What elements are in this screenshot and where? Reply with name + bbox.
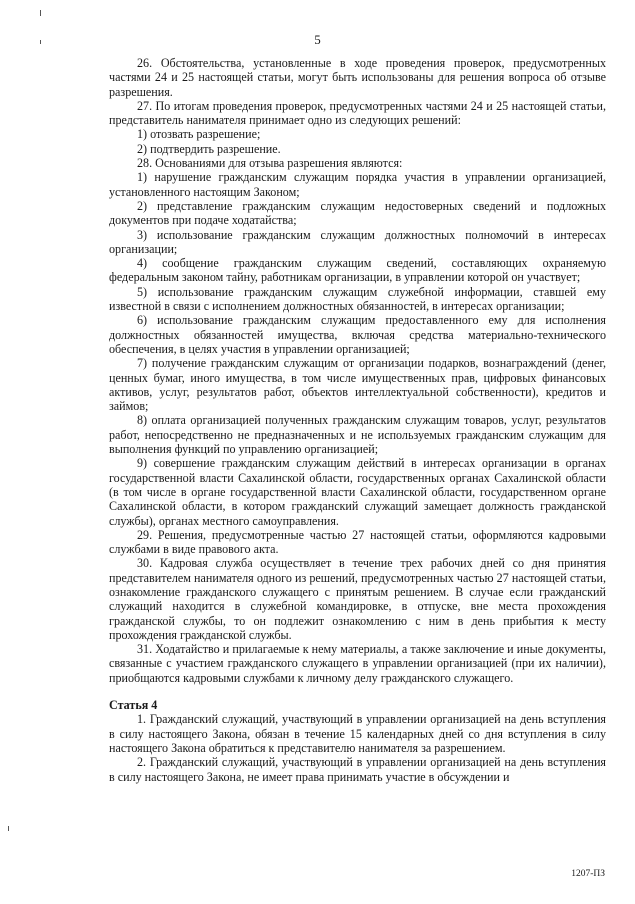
scan-edge-mark — [40, 10, 41, 16]
paragraph: 26. Обстоятельства, установленные в ходе проведения проверок, предусмотренных частями 24 и 25 настоящей статьи, могут быть использованы для решения вопроса об отзыве разрешения. — [109, 56, 606, 99]
paragraph: 1) нарушение гражданским служащим порядка участия в управлении организацией, установленного настоящим Законом; — [109, 170, 606, 199]
paragraph: 9) совершение гражданским служащим действий в интересах организации в органах государственной власти Сахалинской области, государственных органах Сахалинской области (в том числе в органе государственной власти Сахалинской области, государственном органе Сахалинской области, в котором гражданский служащий замещает должность гражданской службы), органах местного самоуправления. — [109, 456, 606, 528]
paragraph: 31. Ходатайство и прилагаемые к нему материалы, а также заключение и иные документы, связанные с участием гражданского служащего в управлении организацией (при их наличии), приобщаются кадровыми службами к личному делу гражданского служащего. — [109, 642, 606, 685]
document-code: 1207-ПЗ — [571, 869, 605, 879]
paragraph: 7) получение гражданским служащим от организации подарков, вознаграждений (денег, ценных бумаг, иного имущества, в том числе имущественных прав, цифровых финансовых активов, услуг, результатов работ, объектов интеллектуальной собственности), кредитов и займов; — [109, 356, 606, 414]
scan-edge-mark — [8, 826, 9, 831]
paragraph: 3) использование гражданским служащим должностных полномочий в интересах организации; — [109, 227, 606, 256]
paragraph: 2) представление гражданским служащим недостоверных сведений и подложных документов при подаче ходатайства; — [109, 198, 606, 228]
paragraph: 2. Гражданский служащий, участвующий в управлении организацией на день вступления в силу настоящего Закона, не имеет права принимать участие в обсуждении и — [109, 755, 606, 784]
paragraph: 1) отозвать разрешение; — [137, 127, 261, 142]
paragraph: 29. Решения, предусмотренные частью 27 настоящей статьи, оформляются кадровыми службами в виде правового акта. — [109, 527, 606, 557]
paragraph: 1. Гражданский служащий, участвующий в управлении организацией на день вступления в силу настоящего Закона, обязан в течение 15 календарных дней со дня вступления в силу настоящего Закона обратиться к представителю нанимателя за разрешением. — [109, 712, 606, 755]
paragraph: 5) использование гражданским служащим служебной информации, ставшей ему известной в связи с исполнением должностных обязанностей, в интересах организации; — [109, 284, 606, 314]
paragraph: 4) сообщение гражданским служащим сведений, составляющих охраняемую федеральным законом тайну, работникам организации, в управлении которой он участвует; — [109, 256, 606, 285]
article-heading: Статья 4 — [109, 698, 158, 713]
paragraph: 2) подтвердить разрешение. — [137, 141, 281, 156]
paragraph: 28. Основаниями для отзыва разрешения являются: — [137, 156, 403, 171]
document-body — [109, 56, 606, 784]
page-number: 5 — [314, 32, 321, 47]
paragraph: 6) использование гражданским служащим предоставленного ему для исполнения должностных обязанностей имущества, включая средства материально-технического обеспечения, в целях участия в управлении организацией; — [109, 313, 606, 356]
paragraph: 8) оплата организацией полученных гражданским служащим товаров, услуг, результатов работ, непосредственно не предназначенных и не используемых гражданским служащим для выполнения функций по управлению организацией; — [109, 413, 606, 457]
paragraph: 30. Кадровая служба осуществляет в течение трех рабочих дней со дня принятия представителем нанимателя одного из решений, предусмотренных частью 27 настоящей статьи, ознакомление гражданского служащего с принятым решением. В случае если гражданский служащий находится в служебной командировке, в отпуске, вне места прохождения гражданской службы, то он подлежит ознакомлению с ним в день прибытия к месту прохождения гражданской службы. — [109, 556, 606, 642]
paragraph: 27. По итогам проведения проверок, предусмотренных частями 24 и 25 настоящей статьи, представитель нанимателя принимает одно из следующих решений: — [109, 98, 606, 128]
